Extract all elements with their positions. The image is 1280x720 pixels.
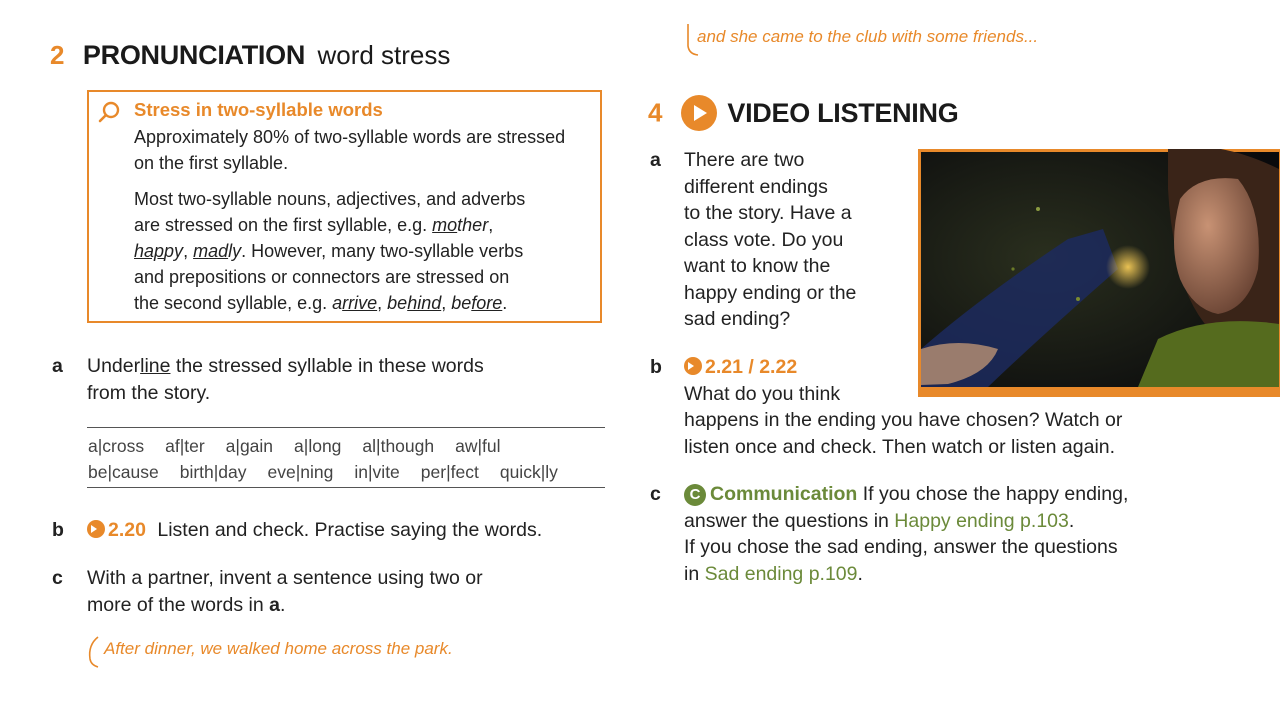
rest: a (332, 293, 343, 313)
rest: ly (228, 241, 242, 261)
rest: ther (457, 215, 489, 235)
line: If you chose the sad ending, answer the questions (684, 536, 1118, 558)
box-line: and prepositions or connectors are stressed on (134, 267, 510, 287)
text: more of the words in (87, 593, 270, 616)
text: are stressed on the first syllable, e.g. (134, 215, 433, 235)
stress: line (140, 355, 171, 377)
stress: hind (407, 293, 442, 313)
word-row-1 (88, 433, 608, 459)
line: want to know the (684, 255, 831, 277)
exercise-4b-letter: b (650, 356, 662, 378)
audio-line (684, 354, 1244, 381)
text: in (684, 562, 705, 585)
exercise-c-line: With a partner, invent a sentence using two or (87, 567, 483, 589)
text: answer the questions in (684, 509, 895, 532)
word-list (88, 433, 608, 485)
stress: fore (471, 293, 503, 313)
word-list-rule-bottom (87, 487, 605, 488)
text: If you chose the happy ending, (857, 483, 1129, 505)
video-play-icon[interactable] (681, 95, 717, 131)
example-sentence: After dinner, we walked home across the park. (104, 639, 453, 658)
box-line (134, 212, 599, 238)
section-subtitle: word stress (317, 40, 451, 70)
word-item: a|gain (225, 436, 274, 456)
happy-ending-link[interactable]: Happy ending p.103 (894, 509, 1069, 532)
text: . (857, 562, 863, 585)
word-item: aw|ful (455, 436, 501, 456)
box-paragraph-2 (134, 186, 599, 316)
line: listen once and check. Then watch or listen again. (684, 435, 1116, 458)
word-item: al|though (362, 436, 435, 456)
audio-icon[interactable] (87, 520, 105, 538)
example-word-before (451, 293, 502, 313)
exercise-c-text (87, 565, 607, 618)
exercise-4b-text (684, 354, 1244, 460)
line: class vote. Do you (684, 228, 844, 251)
word-item: per|fect (420, 462, 479, 482)
exercise-b-letter: b (52, 519, 64, 541)
box-line: the second syllable, e.g. arrive, behind, before. (134, 293, 508, 313)
word-item: a|cross (88, 436, 145, 456)
example-word-behind (387, 293, 441, 313)
exercise-b-text (87, 517, 617, 544)
example-word-arrive (332, 293, 377, 313)
word-item: in|vite (354, 462, 400, 482)
stress-info-box (87, 90, 602, 323)
example-word-madly (193, 241, 241, 261)
exercise-4c-letter: c (650, 483, 661, 505)
section-title: VIDEO LISTENING (727, 97, 959, 128)
line: What do you think (684, 382, 841, 405)
text: . However, many two-syllable verbs (241, 241, 524, 261)
section-title: PRONUNCIATION (82, 40, 306, 70)
box-paragraph-1: Approximately 80% of two-syllable words are stressed on the first syllable. (134, 127, 566, 173)
word-item: be|cause (88, 462, 159, 482)
line (684, 508, 1264, 535)
magnifier-icon (97, 100, 121, 124)
word-item: quick|ly (499, 462, 558, 482)
word-item: a|long (294, 436, 342, 456)
section-4-header (648, 95, 958, 131)
text: the stressed syllable in these words (170, 355, 484, 377)
audio-track-number[interactable]: 2.20 (108, 519, 146, 541)
section-2-header (50, 40, 450, 71)
stress: mad (193, 241, 229, 261)
exercise-a-line (87, 353, 607, 380)
story-speech-line: and she came to the club with some friends... (697, 27, 1039, 46)
text: the second syllable, e.g. (134, 293, 333, 313)
line: to the story. Have a (684, 202, 852, 224)
stress: rrive (342, 293, 378, 313)
exercise-c-letter: c (52, 567, 63, 589)
exercise-a-letter: a (52, 355, 63, 377)
section-number: 2 (50, 40, 65, 70)
example-word-happy (134, 241, 183, 261)
line: happens in the ending you have chosen? Watch or (684, 409, 1123, 431)
box-line: happy, madly. However, many two-syllable verbs (134, 241, 524, 261)
box-heading: Stress in two-syllable words (134, 99, 383, 120)
rest: py (164, 241, 184, 261)
example-word-mother (432, 215, 488, 235)
word-item: eve|ning (267, 462, 334, 482)
text: Under (87, 355, 141, 377)
line (684, 481, 1264, 508)
section-number: 4 (648, 97, 663, 128)
line: happy ending or the (684, 281, 857, 304)
text: . (502, 293, 508, 313)
rest: be (387, 293, 408, 313)
speech-bracket-icon (86, 635, 102, 669)
bold-ref: a (269, 593, 280, 616)
text: Listen and check. Practise saying the words. (157, 519, 543, 541)
exercise-4a-text (684, 147, 909, 333)
line: sad ending? (684, 308, 791, 330)
word-item: af|ter (165, 436, 205, 456)
line: There are two (684, 149, 805, 171)
comma: , (488, 215, 494, 235)
text: . (1068, 509, 1075, 532)
box-line: Most two-syllable nouns, adjectives, and adverbs (134, 189, 526, 209)
rest: be (451, 293, 472, 313)
exercise-4c-text (684, 481, 1264, 587)
exercise-c-line (87, 592, 607, 619)
text: . (279, 593, 286, 616)
audio-icon[interactable] (684, 357, 702, 375)
stress: hap (134, 241, 165, 261)
word-row-2 (88, 459, 608, 485)
exercise-a-text (87, 353, 607, 406)
communication-icon: C (684, 484, 706, 506)
exercise-4a-letter: a (650, 149, 661, 171)
communication-label: Communication (710, 483, 858, 505)
word-list-rule-top (87, 427, 605, 428)
stress: mo (432, 215, 458, 235)
word-item: birth|day (179, 462, 247, 482)
sad-ending-link[interactable]: Sad ending p.109 (704, 562, 858, 585)
line (684, 561, 1264, 588)
line: different endings (684, 175, 828, 198)
audio-track-number[interactable]: 2.21 / 2.22 (705, 356, 798, 378)
exercise-a-line: from the story. (87, 381, 211, 404)
